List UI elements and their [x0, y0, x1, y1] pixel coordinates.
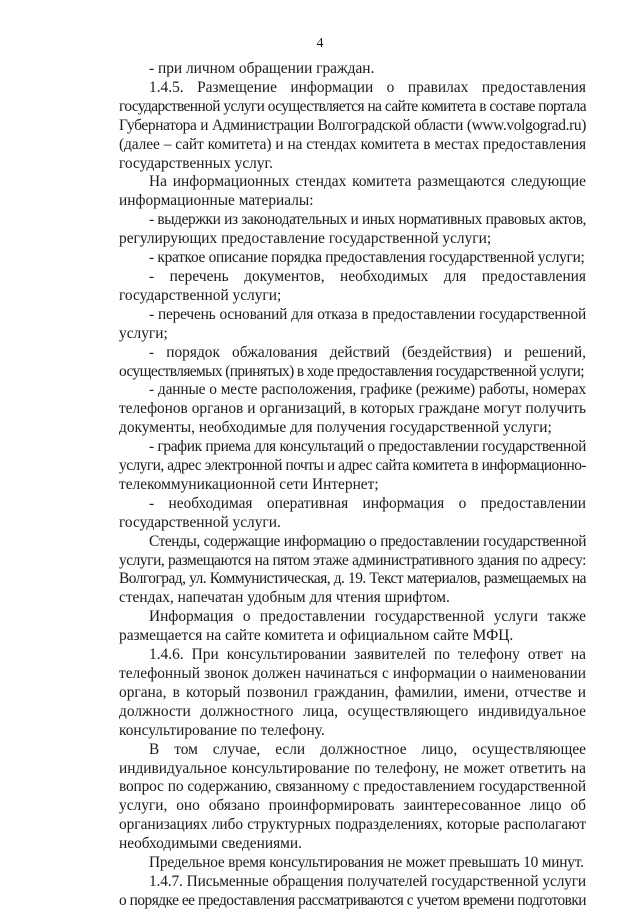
text-line: В том случае, если должностное лицо, осуществляющее: [149, 740, 586, 758]
text-line: регулирующих предоставление государственной услуги;: [119, 230, 492, 248]
paragraph: [89, 344, 586, 382]
paragraph: [89, 306, 586, 344]
text-line: телефонов органов и организаций, в которых граждане могут получить: [119, 400, 586, 418]
text-line: осуществляемых (принятых) в ходе предоставления государственной услуги;: [119, 362, 584, 380]
paragraph: [89, 211, 586, 249]
text-line: На информационных стендах комитета размещаются следующие: [149, 173, 586, 191]
text-line: Предельное время консультирования не может превышать 10 минут.: [149, 854, 584, 872]
text-line: 1.4.6. При консультировании заявителей по телефону ответ на: [149, 646, 586, 664]
text-line: - порядок обжалования действий (бездействия) и решений,: [149, 343, 586, 361]
text-line: информационные материалы:: [119, 192, 314, 210]
text-line: - перечень документов, необходимых для предоставления: [149, 267, 586, 285]
paragraph: [89, 60, 586, 79]
paragraph: [89, 249, 586, 268]
paragraph: [89, 268, 586, 306]
text-line: стендах, напечатан удобным для чтения шрифтом.: [119, 589, 450, 607]
text-line: документы, необходимые для получения государственной услуги;: [119, 419, 552, 437]
text-line: Волгоград, ул. Коммунистическая, д. 19. Текст материалов, размещаемых на: [119, 570, 586, 588]
text-line: необходимыми сведениями.: [119, 835, 303, 853]
text-line: 1.4.7. Письменные обращения получателей государственной услуги: [149, 872, 586, 890]
text-line: органа, в который позвонил гражданин, фамилии, имени, отчестве и: [119, 683, 586, 701]
paragraph: [89, 854, 586, 873]
text-line: - краткое описание порядка предоставления государственной услуги;: [149, 249, 585, 267]
paragraph: [89, 608, 586, 646]
text-line: размещается на сайте комитета и официальном сайте МФЦ.: [119, 627, 514, 645]
text-line: телекоммуникационной сети Интернет;: [119, 475, 379, 493]
text-line: - необходимая оперативная информация о предоставлении: [149, 494, 586, 512]
text-line: государственных услуг.: [119, 154, 273, 172]
text-line: - при личном обращении граждан.: [149, 60, 375, 77]
text-line: государственной услуги;: [119, 286, 282, 304]
text-line: вопрос по содержанию, связанному с предоставлением государственной: [119, 778, 586, 796]
text-line: - перечень оснований для отказа в предоставлении государственной: [149, 305, 586, 323]
text-line: - график приема для консультаций о предоставлении государственной: [149, 438, 586, 456]
paragraph: [89, 173, 586, 211]
text-line: - выдержки из законодательных и иных нормативных правовых актов,: [149, 211, 586, 229]
paragraph: [89, 495, 586, 533]
text-line: консультирование по телефону.: [119, 721, 325, 739]
text-line: телефонный звонок должен начинаться с информации о наименовании: [119, 665, 586, 682]
document-body: [89, 60, 586, 911]
text-line: организациях либо структурных подразделениях, которые располагают: [119, 816, 586, 834]
text-line: о порядке ее предоставления рассматриваются с учетом времени подготовки: [119, 891, 586, 909]
text-line: 1.4.5. Размещение информации о правилах предоставления: [149, 78, 586, 96]
paragraph: [89, 381, 586, 438]
page-number: 4: [316, 36, 324, 51]
paragraph: [89, 873, 586, 911]
text-line: Стенды, содержащие информацию о предоставлении государственной: [149, 532, 586, 550]
text-line: Информация о предоставлении государственной услуги также: [149, 608, 586, 626]
text-line: должности должностного лица, осуществляющего индивидуальное: [119, 702, 586, 720]
paragraph: [89, 741, 586, 854]
paragraph: [89, 79, 586, 174]
text-line: услуги, размещаются на пятом этаже административного здания по адресу:: [119, 551, 586, 569]
text-line: государственной услуги осуществляется на сайте комитета в составе портала: [119, 97, 586, 115]
text-line: услуги, оно обязано проинформировать заинтересованное лицо об: [119, 797, 586, 815]
text-line: государственной услуги.: [119, 513, 281, 531]
text-line: услуги;: [119, 324, 168, 342]
paragraph: [89, 438, 586, 495]
text-line: Губернатора и Администрации Волгоградской области (www.volgograd.ru): [119, 116, 586, 134]
text-line: - данные о месте расположения, графике (режиме) работы, номерах: [149, 381, 586, 399]
text-line: индивидуальное консультирование по телефону, не может ответить на: [119, 759, 586, 777]
text-line: услуги, адрес электронной почты и адрес сайта комитета в информационно-: [119, 457, 586, 475]
paragraph: [89, 533, 586, 609]
paragraph: [89, 646, 586, 741]
text-line: (далее – сайт комитета) и на стендах комитета в местах предоставления: [119, 135, 586, 153]
